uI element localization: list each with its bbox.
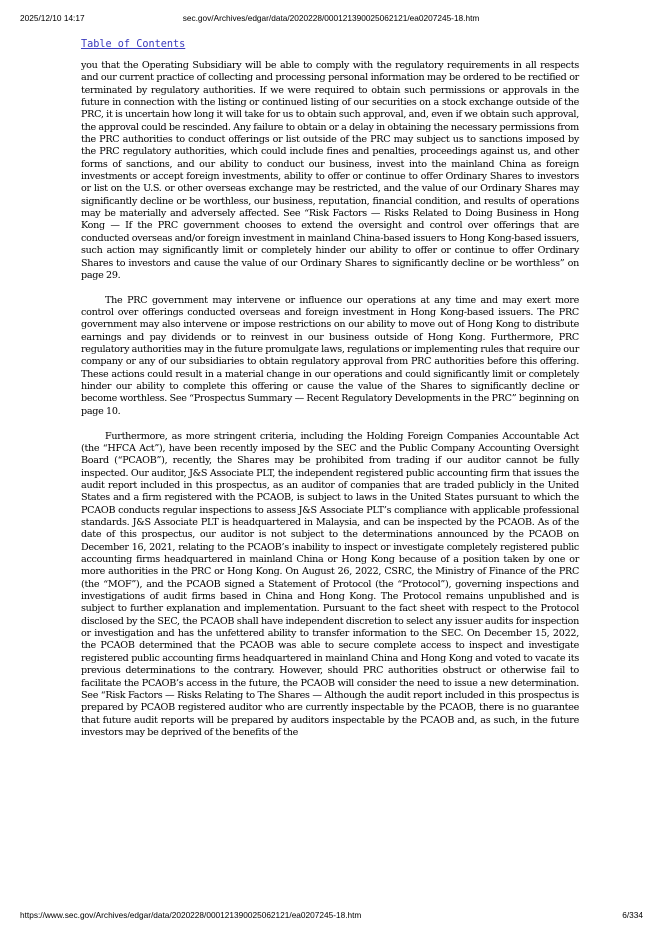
print-footer-url: https://www.sec.gov/Archives/edgar/data/2020228/000121390025062121/ea0207245-18.htm <box>20 910 362 920</box>
paragraph-2: The PRC government may intervene or influence our operations at any time and may exert more control over offerings conducted overseas and foreign investment in Hong Kong-based issuers. The PRC government may also intervene or impose restrictions on our ability to move out of Hong Kong to distribute earnings and pay dividends or to reinvest in our business outside of Hong Kong. Furthermore, PRC regulatory authorities may in the future promulgate laws, regulations or implementing rules that require our company or any of our subsidiaries to obtain regulatory approval from PRC authorities before this offering. These actions could result in a material change in our operations and could significantly limit or completely hinder our ability to complete this offering or cause the value of the Shares to significantly decline or become worthless. See “Prospectus Summary — Recent Regulatory Developments in the PRC” beginning on page 10. <box>81 294 579 417</box>
print-header <box>0 13 662 25</box>
paragraph-1: you that the Operating Subsidiary will be able to comply with the regulatory requirements in all respects and our current practice of collecting and processing personal information may be ordered to be rectified or terminated by regulatory authorities. If we were required to obtain such permissions or approvals in the future in connection with the listing or continued listing of our securities on a stock exchange outside of the PRC, it is uncertain how long it will take for us to obtain such approval, and, even if we obtain such approval, the approval could be rescinded. Any failure to obtain or a delay in obtaining the necessary permissions from the PRC authorities to conduct offerings or list outside of the PRC may subject us to sanctions imposed by the PRC regulatory authorities, which could include fines and penalties, proceedings against us, and other forms of sanctions, and our ability to conduct our business, invest into the mainland China as foreign investments or accept foreign investments, ability to offer or continue to offer Ordinary Shares to investors or list on the U.S. or other overseas exchange may be restricted, and the value of our Ordinary Shares may significantly decline or be worthless, our business, reputation, financial condition, and results of operations may be materially and adversely affected. See “Risk Factors — Risks Related to Doing Business in Hong Kong — If the PRC government chooses to extend the oversight and control over offerings that are conducted overseas and/or foreign investment in mainland China-based issuers to Hong Kong-based issuers, such action may significantly limit or completely hinder our ability to offer or continue to offer Ordinary Shares to investors and cause the value of our Ordinary Shares to significantly decline or be worthless” on page 29. <box>81 60 579 281</box>
page-number: 6/334 <box>622 910 643 920</box>
table-of-contents-link[interactable]: Table of Contents <box>81 39 186 50</box>
print-timestamp: 2025/12/10 14:17 <box>20 13 85 23</box>
print-header-url: sec.gov/Archives/edgar/data/2020228/000121390025062121/ea0207245-18.htm <box>182 13 480 23</box>
document-body <box>81 60 579 752</box>
print-footer <box>0 910 662 922</box>
paragraph-3: Furthermore, as more stringent criteria, including the Holding Foreign Companies Accountable Act (the “HFCA Act”), have been recently imposed by the SEC and the Public Company Accounting Oversight Board (“PCAOB”), recently, the Shares may be prohibited from trading if our auditor cannot be fully inspected. Our auditor, J&S Associate PLT, the independent registered public accounting firm that issues the audit report included in this prospectus, as an auditor of companies that are traded publicly in the United States and a firm registered with the PCAOB, is subject to laws in the United States pursuant to which the PCAOB conducts regular inspections to assess J&S Associate PLT’s compliance with applicable professional standards. J&S Associate PLT is headquartered in Malaysia, and can be inspected by the PCAOB. As of the date of this prospectus, our auditor is not subject to the determinations announced by the PCAOB on December 16, 2021, relating to the PCAOB’s inability to inspect or investigate completely registered public accounting firms headquartered in mainland China or Hong Kong because of a position taken by one or more authorities in the PRC or Hong Kong. On August 26, 2022, CSRC, the Ministry of Finance of the PRC (the “MOF”), and the PCAOB signed a Statement of Protocol (the “Protocol”), governing inspections and investigations of audit firms based in China and Hong Kong. The Protocol remains unpublished and is subject to further explanation and implementation. Pursuant to the fact sheet with respect to the Protocol disclosed by the SEC, the PCAOB shall have independent discretion to select any issuer audits for inspection or investigation and has the unfettered ability to transfer information to the SEC. On December 15, 2022, the PCAOB determined that the PCAOB was able to secure complete access to inspect and investigate registered public accounting firms headquartered in mainland China and Hong Kong and voted to vacate its previous determinations to the contrary. However, should PRC authorities obstruct or otherwise fail to facilitate the PCAOB’s access in the future, the PCAOB will consider the need to issue a new determination. See “Risk Factors — Risks Relating to The Shares — Although the audit report included in this prospectus is prepared by PCAOB registered auditor who are currently inspectable by the PCAOB, there is no guarantee that future audit reports will be prepared by auditors inspectable by the PCAOB and, as such, in the future investors may be deprived of the benefits of the <box>81 430 579 738</box>
